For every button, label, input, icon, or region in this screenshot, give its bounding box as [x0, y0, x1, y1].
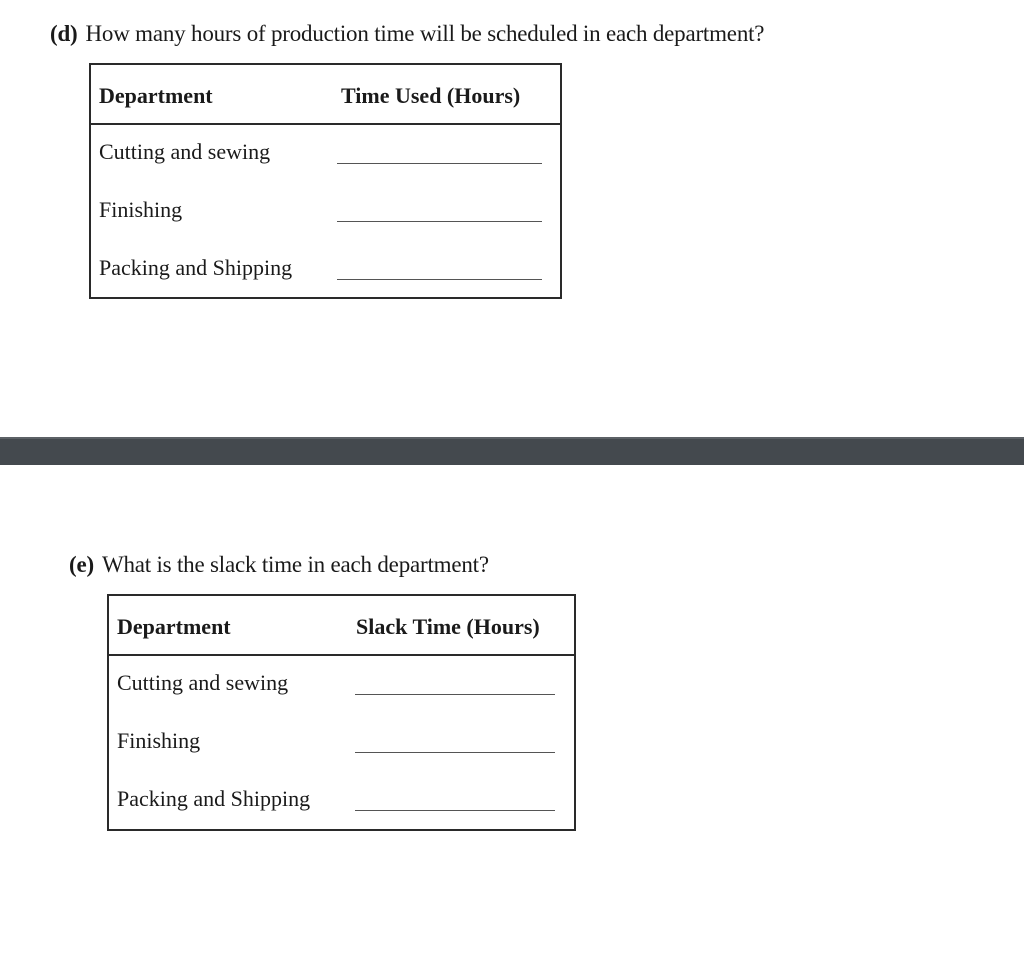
table-row: [91, 241, 560, 299]
question-d-label: (d): [50, 21, 78, 46]
table-header: [91, 65, 560, 125]
slack-time-table: [107, 594, 576, 831]
answer-blank[interactable]: [337, 163, 542, 164]
table-row: [109, 714, 574, 772]
page-divider: [0, 437, 1024, 465]
department-name: Packing and Shipping: [99, 255, 293, 280]
department-name: Cutting and sewing: [99, 139, 271, 164]
question-e: [69, 551, 489, 579]
table-header: [109, 596, 574, 656]
header-department: Department: [99, 83, 213, 108]
header-time-used: Time Used (Hours): [341, 83, 521, 108]
time-used-table: [89, 63, 562, 299]
table-row: [109, 656, 574, 714]
department-name: Cutting and sewing: [117, 670, 289, 695]
answer-blank[interactable]: [355, 810, 555, 811]
table-row: [109, 772, 574, 830]
answer-blank[interactable]: [355, 752, 555, 753]
answer-blank[interactable]: [337, 279, 542, 280]
department-name: Packing and Shipping: [117, 786, 311, 811]
answer-blank[interactable]: [355, 694, 555, 695]
question-d-text: How many hours of production time will be scheduled in each department?: [85, 21, 765, 46]
question-d: [50, 20, 764, 48]
table-row: [91, 125, 560, 183]
header-slack-time: Slack Time (Hours): [356, 614, 540, 639]
table-row: [91, 183, 560, 241]
question-e-text: What is the slack time in each department?: [101, 552, 489, 577]
answer-blank[interactable]: [337, 221, 542, 222]
department-name: Finishing: [99, 197, 183, 222]
question-e-label: (e): [69, 552, 94, 577]
header-department: Department: [117, 614, 231, 639]
department-name: Finishing: [117, 728, 201, 753]
